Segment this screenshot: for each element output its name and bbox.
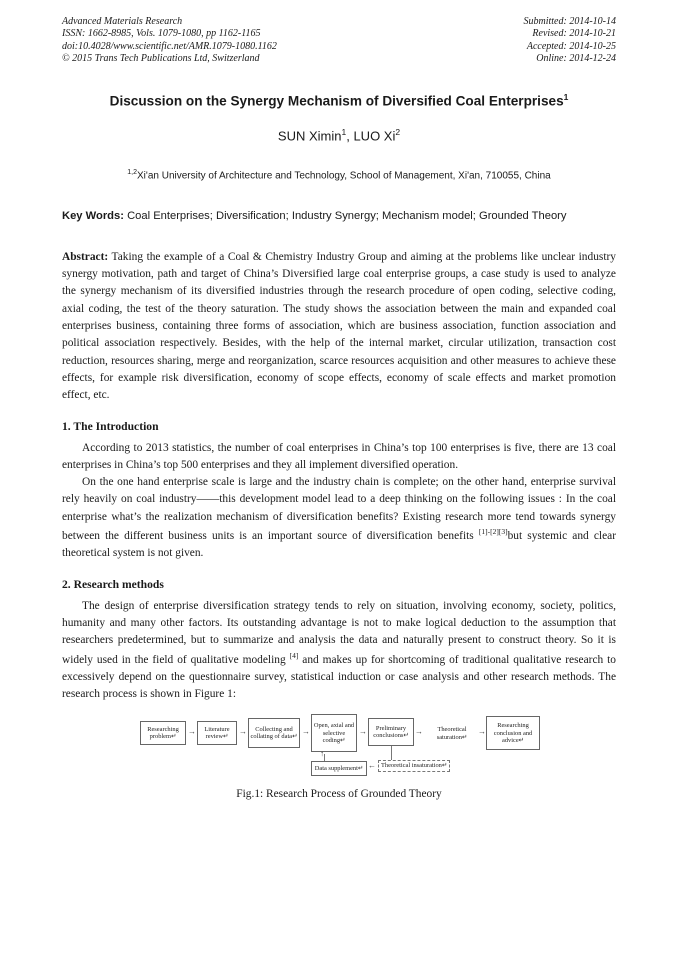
revised-date: Revised: 2014-10-21 (532, 28, 616, 40)
journal-doi-line: doi:10.4028/www.scientific.net/AMR.1079-1080.1162 (62, 40, 277, 52)
flow-box-researching-problem: Researching problem↵ (140, 721, 186, 745)
flow-label-theoretical-insaturation: Theoretical insaturation↵ (378, 760, 450, 772)
author-2: LUO Xi (353, 128, 396, 144)
paper-title-text: Discussion on the Synergy Mechanism of Diversified Coal Enterprises (109, 93, 564, 109)
figure-1 (62, 711, 616, 800)
accepted-date: Accepted: 2014-10-25 (526, 40, 616, 52)
author-2-affiliation-marker: 2 (395, 127, 401, 138)
journal-issn-line: ISSN: 1662-8985, Vols. 1079-1080, pp 1162-1165 (62, 28, 261, 40)
citation-1-2-3: [1]-[2][3] (478, 527, 508, 537)
intro-paragraph-2-text-end: but systemic and clear theoretical system is not given. (62, 529, 616, 560)
feedback-line-down (391, 746, 392, 760)
author-1: SUN Ximin (277, 128, 342, 144)
arrow-right-icon: → (302, 727, 310, 737)
grounded-theory-flowchart (62, 711, 616, 781)
affiliation-line (62, 169, 616, 181)
arrow-right-icon: → (415, 727, 423, 737)
abstract-block (62, 249, 616, 405)
methods-paragraph (62, 598, 616, 704)
journal-info-block (62, 16, 277, 66)
journal-copyright-line: © 2015 Trans Tech Publications Ltd, Switzerland (62, 53, 260, 65)
flow-box-collecting-data: Collecting and collating of data↵ (248, 718, 300, 748)
paper-title (62, 92, 616, 109)
journal-header (62, 16, 616, 66)
keywords-text: Coal Enterprises; Diversification; Industry Synergy; Mechanism model; Grounded Theory (127, 209, 567, 222)
arrow-right-icon: → (359, 727, 367, 737)
authors-line (62, 127, 616, 143)
intro-paragraph-1: According to 2013 statistics, the number of coal enterprises in China’s top 100 enterprises is five, there are 13 coal enterprises in China’s top 500 enterprises and they all implement diversified operation. (62, 441, 616, 471)
journal-name: Advanced Materials Research (62, 16, 183, 27)
online-date: Online: 2014-12-24 (536, 53, 616, 65)
keywords-block (62, 208, 616, 225)
affiliation-text: Xi'an University of Architecture and Technology, School of Management, Xi'an, 710055, China (137, 170, 551, 182)
keywords-label: Key Words: (62, 209, 124, 222)
flow-box-literature-review: Literature review↵ (197, 721, 237, 745)
affiliation-markers: 1,2 (127, 169, 138, 177)
arrow-right-icon: → (239, 727, 247, 737)
arrow-up-icon: ↑ (320, 749, 324, 759)
arrow-right-icon: → (188, 727, 196, 737)
methods-paragraph-text-end: and makes up for shortcoming of traditional qualitative research to excessively depend on the questionnaire survey, statistical induction or case analysis and other research methods. The research process is shown in Figure 1: (62, 653, 616, 701)
intro-paragraph-2-text: On the one hand enterprise scale is large and the industry chain is complete; on the other hand, enterprise survival rely heavily on coal industry——this development model lead to a deep thinking on the following issues : In the coal enterprise what’s the realization mechanism of diversification benefits? Existing research more tend towards synergy between the different business units is an important source of diversification benefits (62, 476, 616, 542)
flow-box-preliminary-conclusions: Preliminary conclusions↵ (368, 718, 414, 746)
arrow-right-icon: → (478, 727, 486, 737)
intro-paragraph-2 (62, 474, 616, 562)
abstract-text: Taking the example of a Coal & Chemistry Industry Group and aiming at the problems like unclear industry synergy motivation, path and target of China’s Diversified large coal enterprise groups, a case study is used to analyze the synergy mechanism of its diversified industries through the research procedure of open coding, selective coding, axial coding, the test of the theory saturation. The study shows the association between the main and expanded coal enterprises business, containing three forms of association, which are business association, function association and political association respectively. Besides, with the help of the internal market, circular utilization, transaction cost reduction, resources sharing, merge and reorganization, scarce resources acquisition and other measures to achieve these effects, for example risk diversification, economy of scope effects, economy of scale effects and market promotion effect, etc. (62, 250, 616, 402)
section-heading-introduction: 1. The Introduction (62, 419, 159, 433)
section-heading-research-methods: 2. Research methods (62, 577, 164, 591)
flow-box-data-supplement: Data supplement↵ (311, 761, 367, 776)
methods-paragraph-text: The design of enterprise diversification strategy tends to rely on situation, involving economy, society, politics, humanity and many other factors. Its outstanding advantage is not to make logical deduction to the assumption that researchers predetermined, but to summarize and analysis the data and naturally present to construct theory. So it is widely used in the field of qualitative modeling (62, 599, 616, 666)
title-footnote-marker: 1 (563, 91, 569, 102)
figure-caption: Fig.1: Research Process of Grounded Theory (236, 788, 442, 801)
abstract-label: Abstract: (62, 250, 109, 263)
arrow-left-icon: ← (368, 761, 376, 771)
author-separator: , (346, 128, 354, 144)
flow-box-open-axial-selective-coding: Open, axial and selective coding↵ (311, 714, 357, 752)
flow-label-theoretical-saturation: Theoretical saturation↵ (436, 726, 468, 741)
feedback-line-up (324, 754, 325, 761)
flow-box-researching-conclusion-advice: Researching conclusion and advice↵ (486, 716, 540, 750)
author-1-affiliation-marker: 1 (341, 127, 347, 138)
dates-block (524, 16, 617, 66)
citation-4: [4] (289, 650, 299, 660)
submitted-date: Submitted: 2014-10-14 (523, 16, 616, 27)
